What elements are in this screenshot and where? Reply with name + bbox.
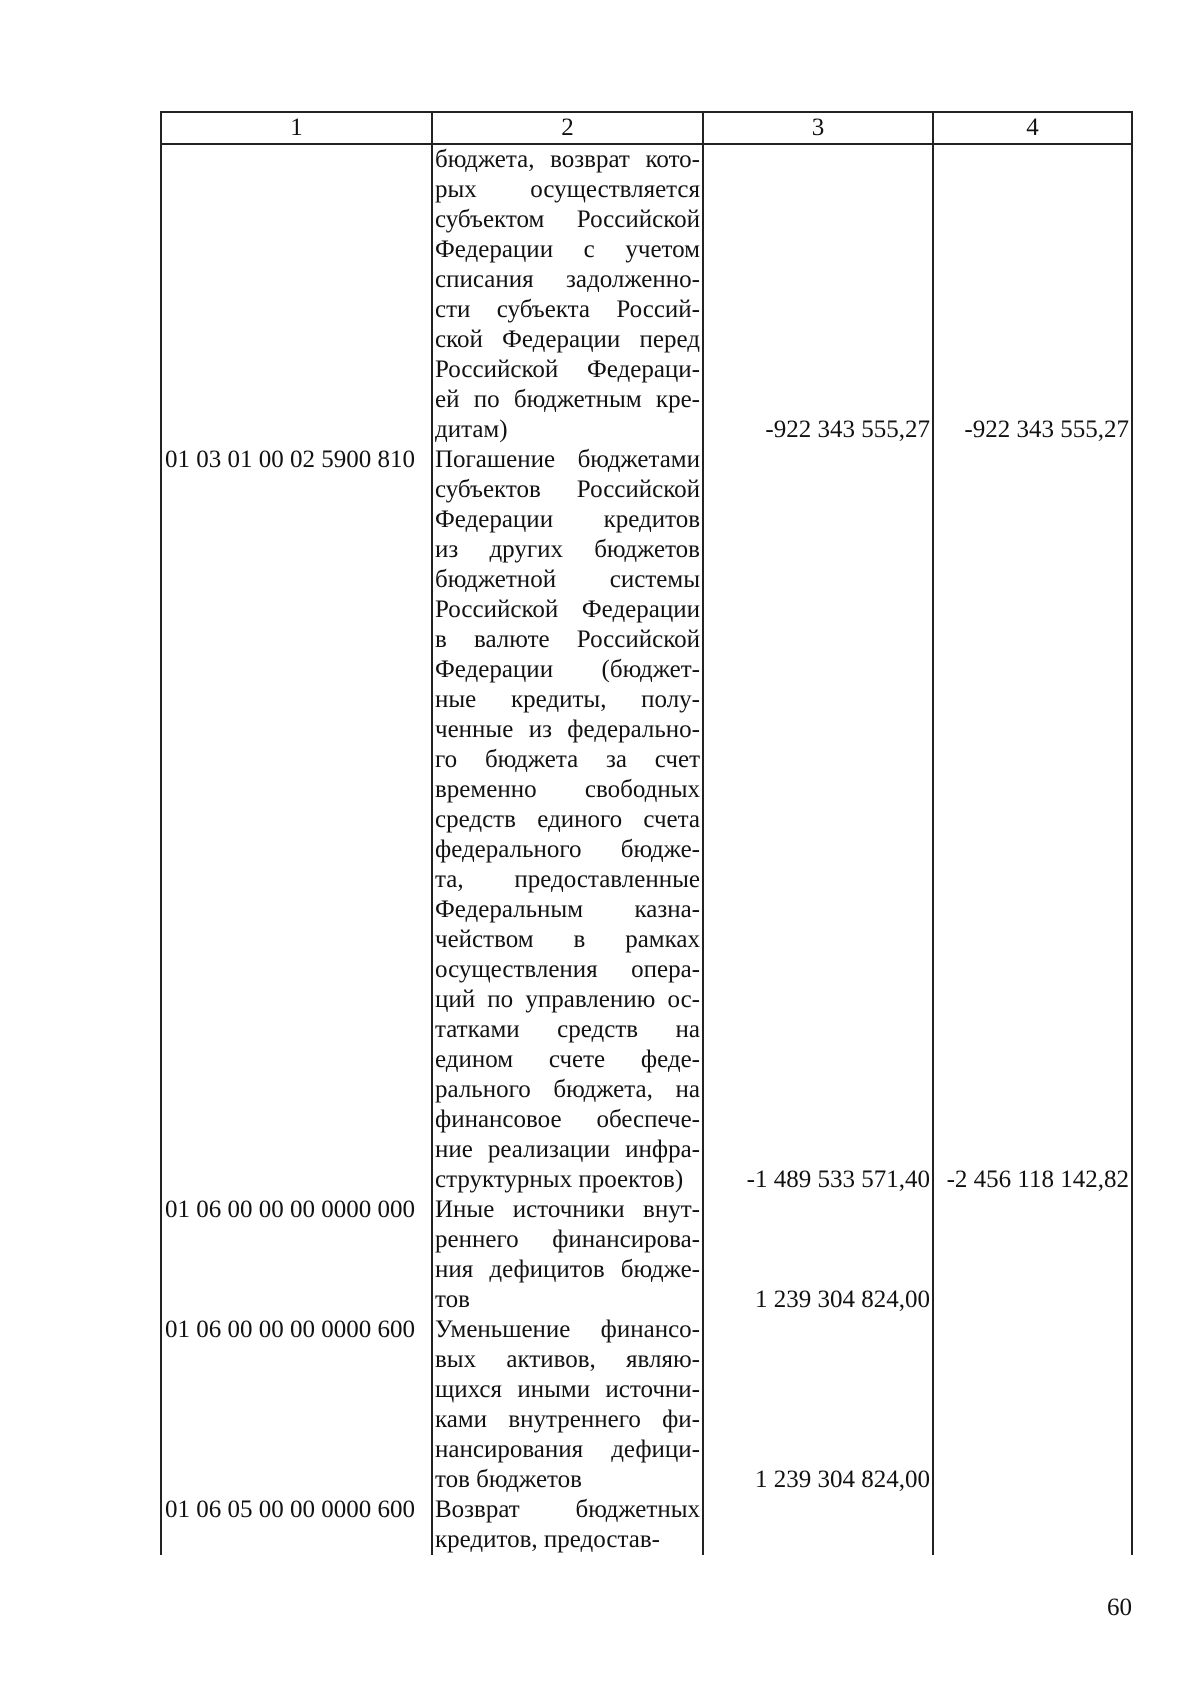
column-header-1: 1: [161, 112, 432, 144]
description-line: Федерации (бюджет-: [435, 656, 700, 683]
description-line: Погашение бюджетами: [435, 446, 700, 473]
amount-column-3-cell: 1 239 304 824,00: [703, 1195, 933, 1315]
description-line: Федерации с учетом: [435, 236, 700, 263]
amount-column-3-cell: -922 343 555,27: [703, 144, 933, 445]
description-line: нансирования дефици-: [435, 1436, 700, 1463]
budget-code-cell: 01 03 01 00 02 5900 810: [161, 445, 432, 1195]
amount-column-4-cell: [933, 1195, 1132, 1315]
description-line: ей по бюджетным кре-: [435, 386, 700, 413]
budget-code-cell: 01 06 05 00 00 0000 600: [161, 1495, 432, 1555]
amount-column-4-cell: [933, 1315, 1132, 1495]
description-line: Иные источники внут-: [435, 1196, 700, 1223]
description-line: вых активов, являю-: [435, 1346, 700, 1373]
description-line: субъектов Российской: [435, 476, 700, 503]
description-line: ния дефицитов бюдже-: [435, 1256, 700, 1283]
description-line: Федеральным казна-: [435, 896, 700, 923]
table-row: [161, 1495, 1132, 1555]
table-row: [161, 1195, 1132, 1315]
description-line: ные кредиты, полу-: [435, 686, 700, 713]
description-line: рых осуществляется: [435, 176, 700, 203]
column-header-2: 2: [432, 112, 703, 144]
description-line: списания задолженно-: [435, 266, 700, 293]
description-line: тов бюджетов: [435, 1466, 582, 1493]
description-line: сти субъекта Россий-: [435, 296, 700, 323]
description-line: осуществления опера-: [435, 956, 700, 983]
description-line: тов: [435, 1286, 470, 1313]
description-line: татками средств на: [435, 1016, 700, 1043]
description-line: из других бюджетов: [435, 536, 700, 563]
amount-column-4-cell: -2 456 118 142,82: [933, 445, 1132, 1195]
description-line: Федерации кредитов: [435, 506, 700, 533]
description-line: рального бюджета, на: [435, 1076, 700, 1103]
description-line: го бюджета за счет: [435, 746, 700, 773]
description-line: бюджетной системы: [435, 566, 700, 593]
description-line: ской Федерации перед: [435, 326, 700, 353]
description-line: ние реализации инфра-: [435, 1136, 700, 1163]
description-cell: [432, 1495, 703, 1555]
description-cell: [432, 1315, 703, 1495]
amount-column-3-cell: -1 489 533 571,40: [703, 445, 933, 1195]
column-header-4: 4: [933, 112, 1132, 144]
budget-code-cell: 01 06 00 00 00 0000 600: [161, 1315, 432, 1495]
description-cell: [432, 1195, 703, 1315]
column-header-3: 3: [703, 112, 933, 144]
amount-column-4-cell: [933, 1495, 1132, 1555]
description-line: средств единого счета: [435, 806, 700, 833]
table-header-row: [161, 112, 1132, 144]
description-cell: [432, 445, 703, 1195]
table-body: [161, 144, 1132, 1555]
amount-column-4-cell: -922 343 555,27: [933, 144, 1132, 445]
amount-column-3-cell: [703, 1495, 933, 1555]
description-line: бюджета, возврат кото-: [435, 146, 700, 173]
amount-column-3-cell: 1 239 304 824,00: [703, 1315, 933, 1495]
description-line: едином счете феде-: [435, 1046, 700, 1073]
description-line: ченные из федерально-: [435, 716, 700, 743]
description-line: Российской Федераци-: [435, 356, 700, 383]
description-line: дитам): [435, 416, 508, 443]
description-line: ками внутреннего фи-: [435, 1406, 700, 1433]
description-line: структурных проектов): [435, 1166, 684, 1193]
table-row: [161, 144, 1132, 445]
description-line: чейством в рамках: [435, 926, 700, 953]
description-line: кредитов, предостав-: [435, 1526, 660, 1553]
description-line: Российской Федерации: [435, 596, 700, 623]
budget-code-cell: [161, 144, 432, 445]
description-line: временно свободных: [435, 776, 700, 803]
table-row: [161, 1315, 1132, 1495]
table-row: [161, 445, 1132, 1195]
budget-code-cell: 01 06 00 00 00 0000 000: [161, 1195, 432, 1315]
description-line: та, предоставленные: [435, 866, 700, 893]
description-line: Возврат бюджетных: [435, 1496, 700, 1523]
description-line: субъектом Российской: [435, 206, 700, 233]
description-line: щихся иными источни-: [435, 1376, 700, 1403]
budget-sources-table: [160, 111, 1133, 1555]
description-line: Уменьшение финансо-: [435, 1316, 700, 1343]
page-number: 60: [1107, 1594, 1132, 1621]
description-line: федерального бюдже-: [435, 836, 700, 863]
description-line: финансовое обеспече-: [435, 1106, 700, 1133]
description-cell: [432, 144, 703, 445]
description-line: реннего финансирова-: [435, 1226, 700, 1253]
description-line: в валюте Российской: [435, 626, 700, 653]
description-line: ций по управлению ос-: [435, 986, 700, 1013]
